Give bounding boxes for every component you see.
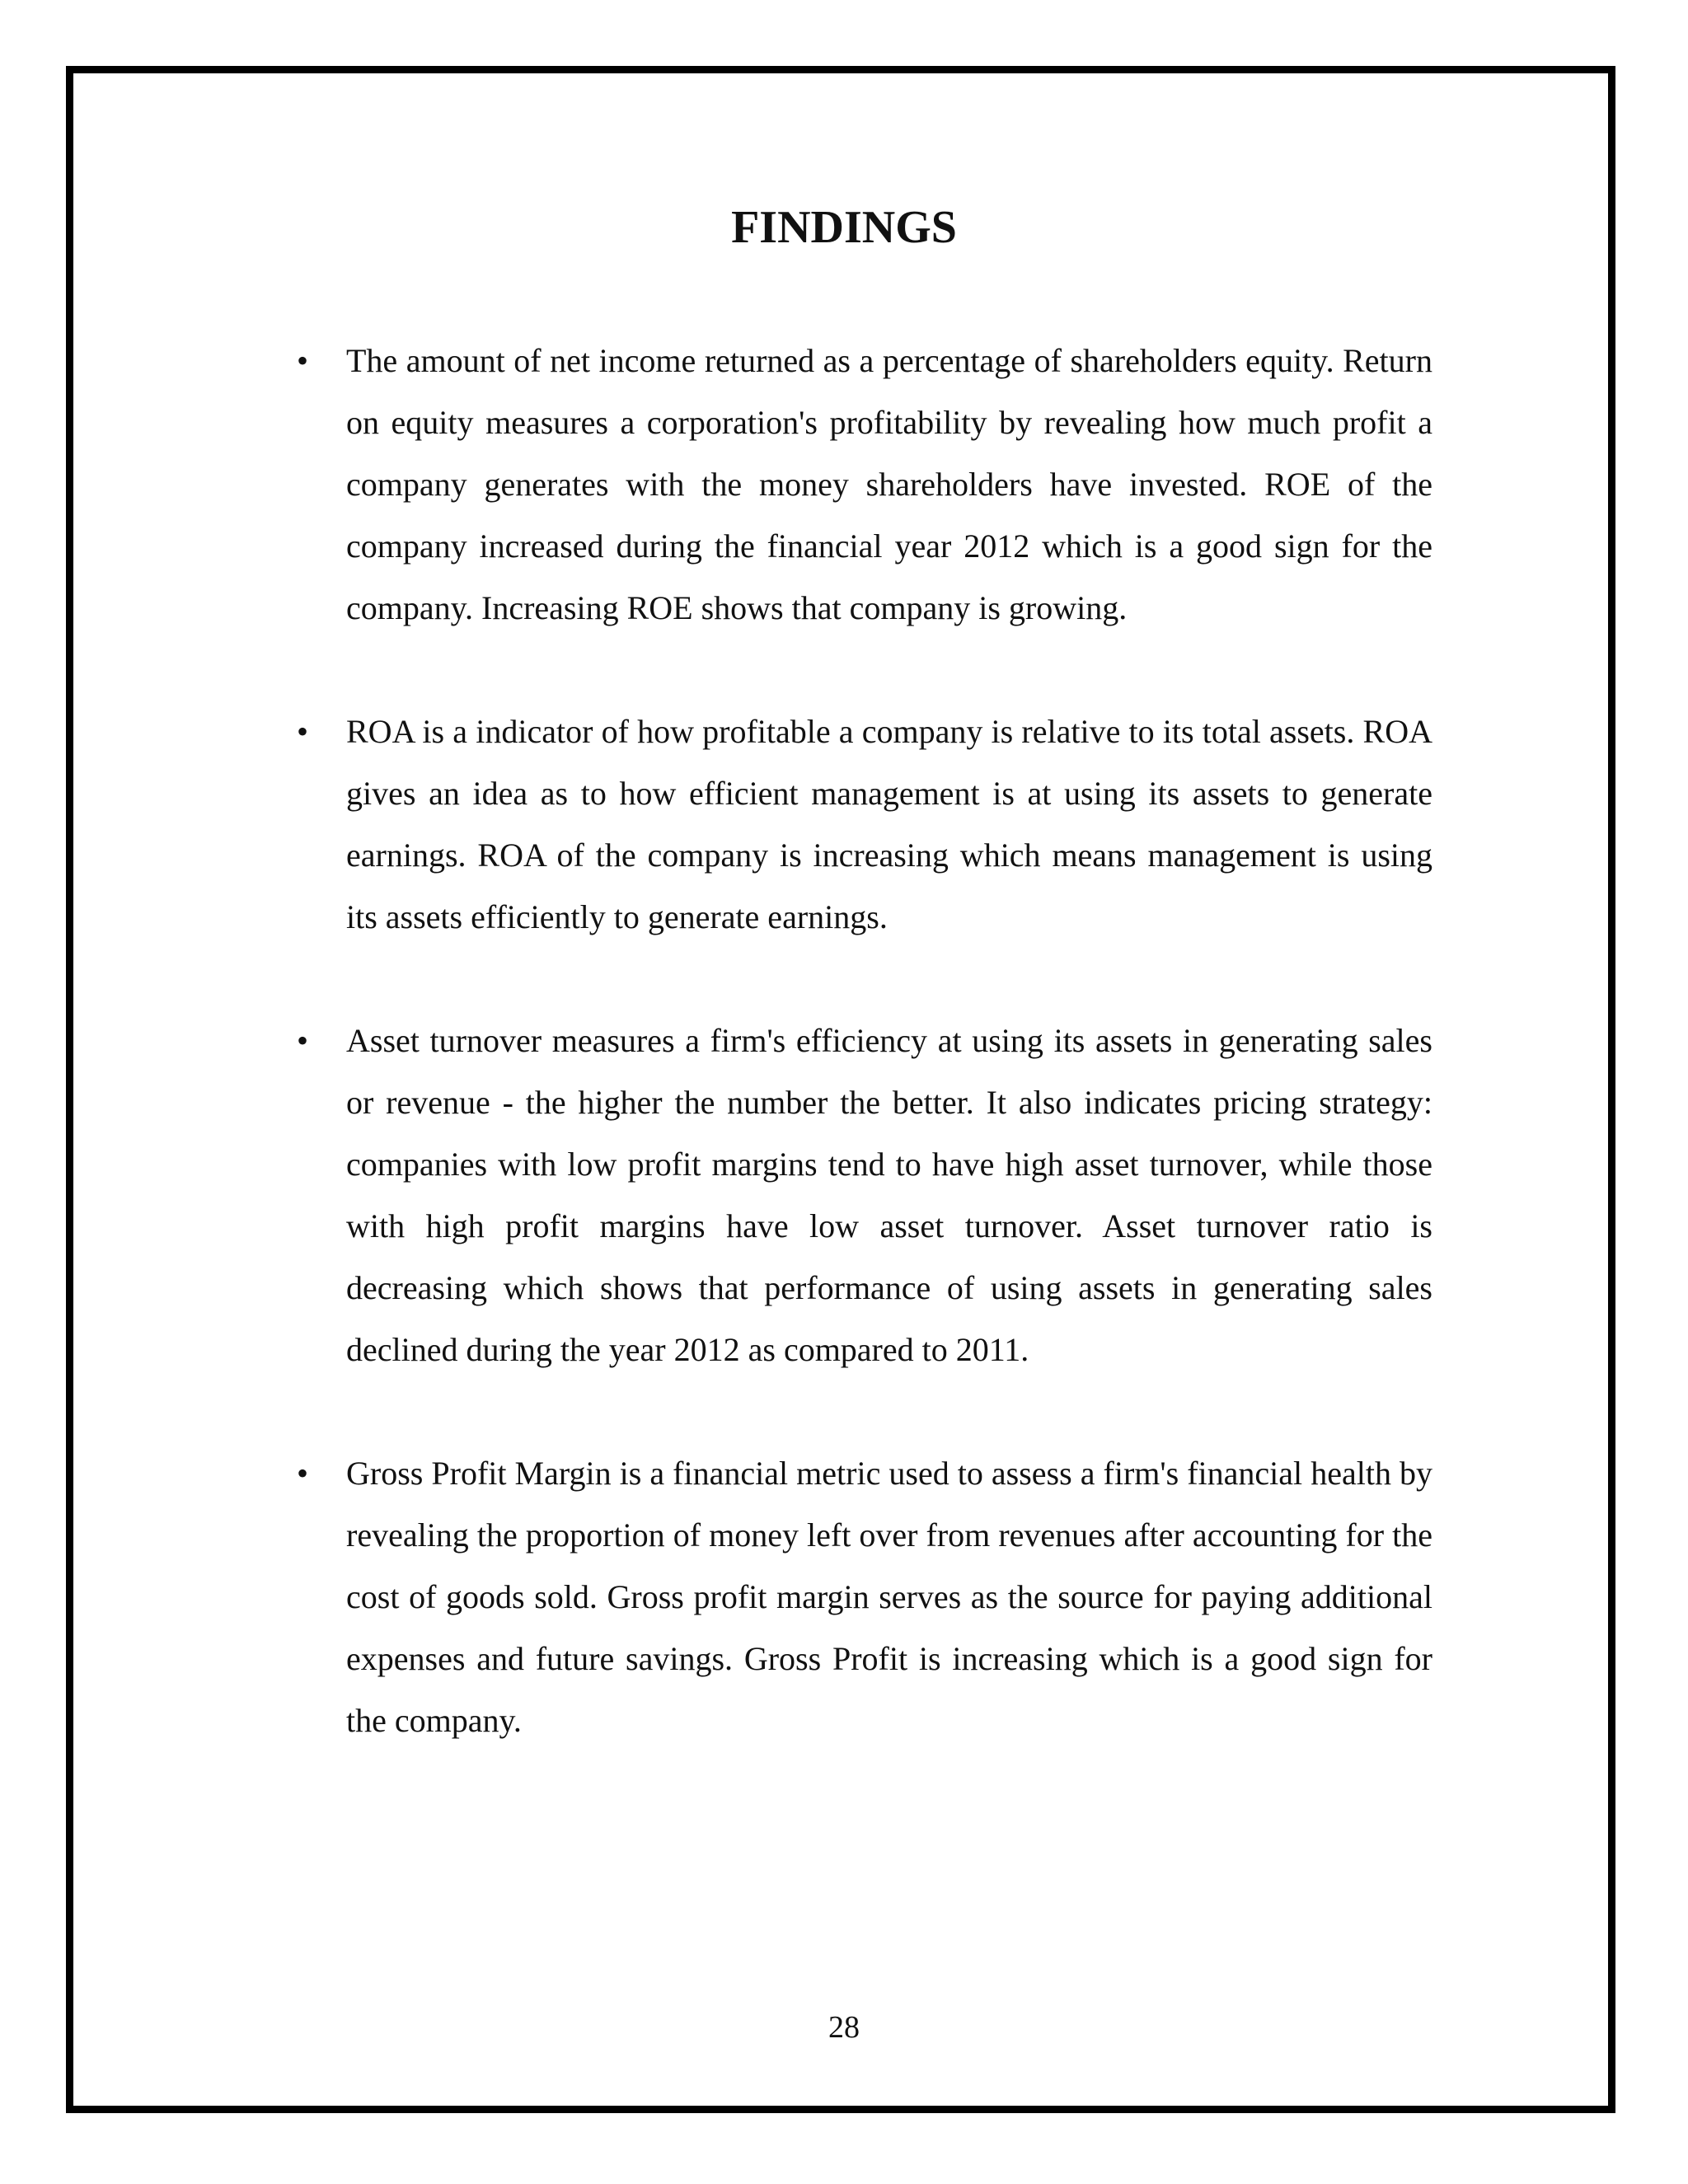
finding-item-gross-profit-margin [297,1442,1432,1751]
finding-text: The amount of net income returned as a percentage of shareholders equity. Return on equity measures a corporation's profitability by revealing how much profit a company generates with the money shareholders have invested. ROE of the company increased during the financial year 2012 which is a good sign for the company. Increasing ROE shows that company is growing. [346,342,1432,626]
bullet-icon: • [297,1455,309,1492]
bullet-icon: • [297,342,309,379]
finding-text: Gross Profit Margin is a financial metric used to assess a firm's financial health by revealing the proportion of money left over from revenues after accounting for the cost of goods sold. Gross profit margin serves as the source for paying additional expenses and future savings. Gross Profit is increasing which is a good sign for the company. [346,1455,1432,1739]
finding-item-asset-turnover [297,1010,1432,1380]
finding-item-roe [297,330,1432,639]
finding-text: Asset turnover measures a firm's efficiency at using its assets in generating sales or revenue - the higher the number the better. It also indicates pricing strategy: companies with low profit margins tend to have high asset turnover, while those with high profit margins have low asset turnover. Asset turnover ratio is decreasing which shows that performance of using assets in generating sales declined during the year 2012 as compared to 2011. [346,1022,1432,1368]
page-number: 28 [828,2010,860,2045]
page-title: FINDINGS [731,202,957,253]
bullet-icon: • [297,713,309,750]
finding-text: ROA is a indicator of how profitable a company is relative to its total assets. ROA gives an idea as to how efficient management is at using its assets to generate earnings. ROA of the company is increasing which means management is using its assets efficiently to generate earnings. [346,713,1432,935]
bullet-icon: • [297,1022,309,1059]
findings-list [297,330,1432,1813]
finding-item-roa [297,701,1432,948]
